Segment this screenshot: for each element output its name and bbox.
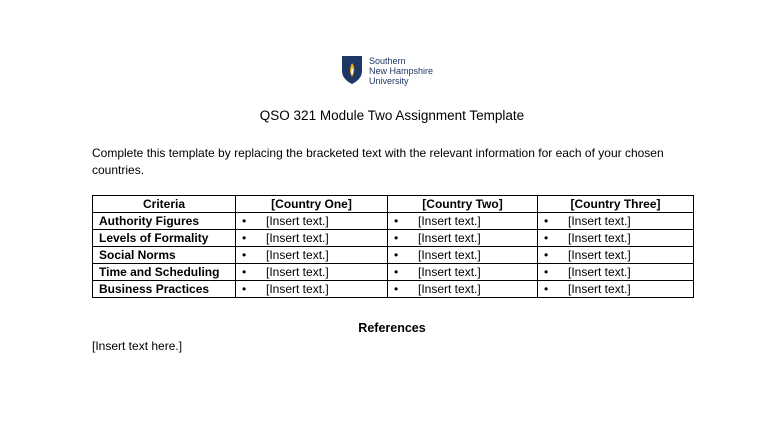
bullet: • [394, 265, 399, 279]
table-cell[interactable] [236, 247, 388, 264]
table-cell[interactable] [538, 213, 694, 230]
bullet: • [544, 248, 549, 262]
cell-text: [Insert text.] [266, 214, 329, 228]
table-cell[interactable] [236, 230, 388, 247]
header-country-two: [Country Two] [388, 196, 538, 213]
bullet: • [242, 214, 247, 228]
criteria-cell: Social Norms [93, 247, 236, 264]
bullet: • [544, 231, 549, 245]
bullet: • [242, 248, 247, 262]
table-row [93, 264, 694, 281]
criteria-cell: Authority Figures [93, 213, 236, 230]
logo-line2: New Hampshire [369, 66, 434, 76]
logo-wordmark [369, 56, 433, 86]
table-cell[interactable] [236, 281, 388, 298]
cell-text: [Insert text.] [568, 265, 631, 279]
criteria-table [92, 195, 694, 298]
table-cell[interactable] [388, 247, 538, 264]
table-cell[interactable] [538, 230, 694, 247]
cell-text: [Insert text.] [266, 231, 329, 245]
cell-text: [Insert text.] [266, 282, 329, 296]
references-heading: References [358, 321, 426, 335]
bullet: • [394, 214, 399, 228]
table-cell[interactable] [538, 247, 694, 264]
table-cell[interactable] [538, 281, 694, 298]
document-title: QSO 321 Module Two Assignment Template [259, 108, 525, 123]
cell-text: [Insert text.] [418, 265, 481, 279]
table-header-row [93, 196, 694, 213]
bullet: • [544, 282, 549, 296]
header-criteria: Criteria [93, 196, 236, 213]
header-country-three: [Country Three] [538, 196, 694, 213]
header-country-one: [Country One] [236, 196, 388, 213]
table-cell[interactable] [388, 264, 538, 281]
bullet: • [544, 265, 549, 279]
bullet: • [544, 214, 549, 228]
cell-text: [Insert text.] [418, 248, 481, 262]
table-cell[interactable] [236, 213, 388, 230]
bullet: • [242, 231, 247, 245]
cell-text: [Insert text.] [418, 231, 481, 245]
bullet: • [394, 282, 399, 296]
criteria-cell: Levels of Formality [93, 230, 236, 247]
bullet: • [394, 231, 399, 245]
table-row [93, 247, 694, 264]
cell-text: [Insert text.] [568, 248, 631, 262]
table-cell[interactable] [388, 230, 538, 247]
table-cell[interactable] [388, 213, 538, 230]
cell-text: [Insert text.] [266, 265, 329, 279]
logo-line1: Southern [369, 56, 406, 66]
snhu-logo [341, 55, 451, 87]
table-row [93, 213, 694, 230]
bullet: • [242, 282, 247, 296]
intro-paragraph: Complete this template by replacing the bracketed text with the relevant information for each of your chosen countries. [92, 146, 664, 177]
bullet: • [394, 248, 399, 262]
cell-text: [Insert text.] [568, 231, 631, 245]
shield-icon [341, 55, 363, 85]
table-row [93, 281, 694, 298]
table-cell[interactable] [236, 264, 388, 281]
table-row [93, 230, 694, 247]
logo-line3: University [369, 76, 409, 86]
criteria-cell: Time and Scheduling [93, 264, 236, 281]
cell-text: [Insert text.] [568, 282, 631, 296]
references-body[interactable]: [Insert text here.] [92, 339, 183, 353]
table-cell[interactable] [538, 264, 694, 281]
cell-text: [Insert text.] [418, 214, 481, 228]
cell-text: [Insert text.] [418, 282, 481, 296]
cell-text: [Insert text.] [568, 214, 631, 228]
criteria-cell: Business Practices [93, 281, 236, 298]
cell-text: [Insert text.] [266, 248, 329, 262]
table-cell[interactable] [388, 281, 538, 298]
bullet: • [242, 265, 247, 279]
